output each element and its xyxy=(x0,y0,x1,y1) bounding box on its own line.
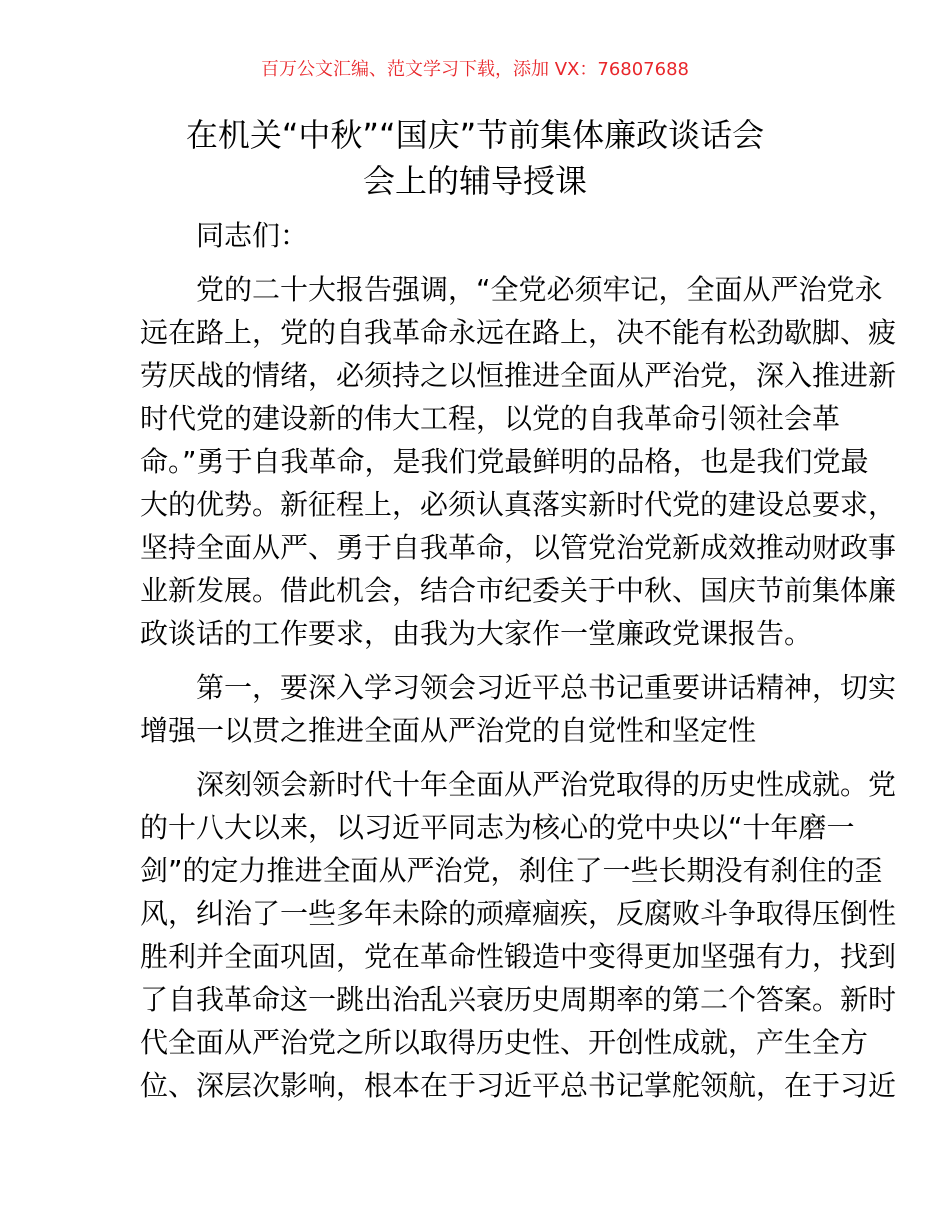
text-line: 政谈话的工作要求，由我为大家作一堂廉政党课报告。 xyxy=(140,617,813,650)
text-line: 增强一以贯之推进全面从严治党的自觉性和坚定性 xyxy=(140,714,757,747)
text-line: 风，纠治了一些多年未除的顽瘴痼疾，反腐败斗争取得压倒性 xyxy=(140,897,897,930)
paragraph xyxy=(140,666,897,752)
text-line: 命。”勇于自我革命，是我们党最鲜明的品格，也是我们党最 xyxy=(140,445,869,478)
text-line: 了自我革命这一跳出治乱兴衰历史周期率的第二个答案。新时 xyxy=(140,983,897,1016)
text-line: 第一，要深入学习领会习近平总书记重要讲话精神，切实 xyxy=(196,671,897,704)
text-line: 业新发展。借此机会，结合市纪委关于中秋、国庆节前集体廉 xyxy=(140,574,897,607)
text-line: 远在路上，党的自我革命永远在路上，决不能有松劲歇脚、疲 xyxy=(140,316,897,349)
text-line: 同志们： xyxy=(196,219,309,252)
text-line: 党的二十大报告强调，“全党必须牢记，全面从严治党永 xyxy=(196,273,883,306)
text-line: 胜利并全面巩固，党在革命性锻造中变得更加坚强有力，找到 xyxy=(140,940,897,973)
text-line: 的十八大以来，以习近平同志为核心的党中央以“十年磨一 xyxy=(140,811,855,844)
text-line: 劳厌战的情绪，必须持之以恒推进全面从严治党，深入推进新 xyxy=(140,359,897,392)
text-line: 位、深层次影响，根本在于习近平总书记掌舵领航，在于习近 xyxy=(140,1069,897,1102)
title-line-2: 会上的辅导授课 xyxy=(362,162,587,200)
text-line: 坚持全面从严、勇于自我革命，以管党治党新成效推动财政事 xyxy=(140,531,897,564)
title-line-1: 在机关“中秋”“国庆”节前集体廉政谈话会 xyxy=(185,116,765,154)
paragraph xyxy=(140,268,897,655)
document-body xyxy=(140,214,897,1118)
watermark-banner: 百万公文汇编、范文学习下载，添加 VX：76807688 xyxy=(261,59,689,80)
text-line: 大的优势。新征程上，必须认真落实新时代党的建设总要求， xyxy=(140,488,897,521)
paragraph xyxy=(140,214,812,257)
text-line: 剑”的定力推进全面从严治党，刹住了一些长期没有刹住的歪 xyxy=(140,854,883,887)
text-line: 时代党的建设新的伟大工程，以党的自我革命引领社会革 xyxy=(140,402,841,435)
document-title xyxy=(0,112,950,204)
paragraph xyxy=(140,763,897,1107)
text-line: 代全面从严治党之所以取得历史性、开创性成就，产生全方 xyxy=(140,1026,869,1059)
text-line: 深刻领会新时代十年全面从严治党取得的历史性成就。党 xyxy=(196,768,897,801)
